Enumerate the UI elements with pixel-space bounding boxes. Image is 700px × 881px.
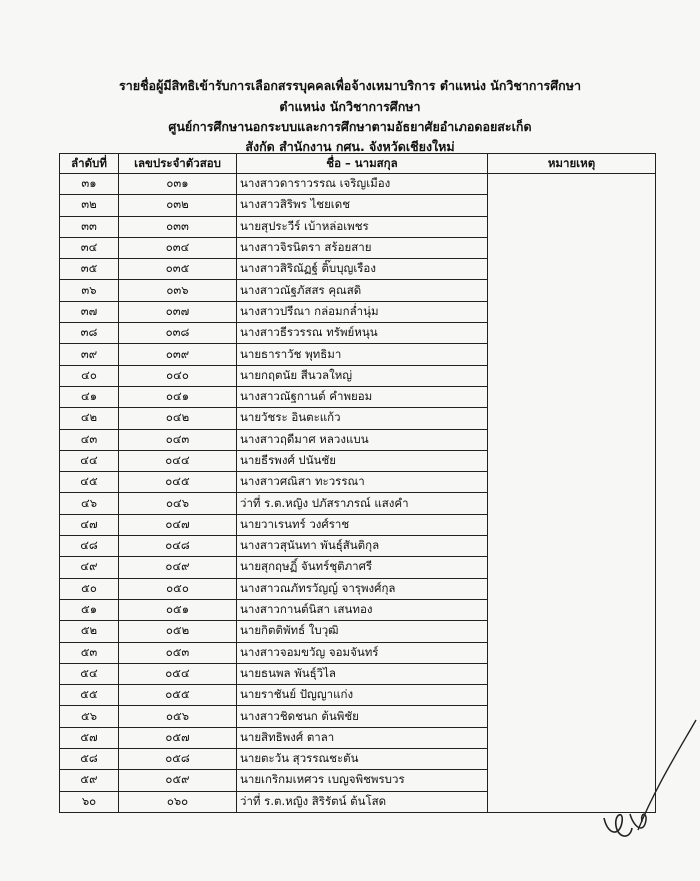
- table-row: [60, 472, 656, 493]
- candidate-name: นางสาวชิดชนก ต้นพิชัย: [237, 706, 488, 727]
- candidate-name: นายกฤตนัย สีนวลใหญ่: [237, 365, 488, 386]
- row-number: ๔๘: [60, 536, 119, 557]
- table-header-row: [60, 154, 656, 174]
- exam-id: ๐๔๐: [119, 365, 237, 386]
- candidate-name: นายสิทธิพงศ์ ตาลา: [237, 727, 488, 748]
- row-number: ๓๓: [60, 216, 119, 237]
- table-row: [60, 216, 656, 237]
- exam-id: ๐๕๗: [119, 727, 237, 748]
- candidate-name: นายวัชระ อินตะแก้ว: [237, 408, 488, 429]
- row-number: ๓๑: [60, 174, 119, 195]
- organization-line: ศูนย์การศึกษานอกระบบและการศึกษาตามอัธยาศัยอำเภอดอยสะเก็ด: [168, 119, 532, 134]
- remark: [488, 472, 656, 493]
- handwritten-signature: [600, 718, 700, 848]
- row-number: ๕๙: [60, 770, 119, 791]
- exam-id: ๐๕๔: [119, 663, 237, 684]
- candidate-name: นายสุกฤษฏิ์ จันทร์ชุติภาศรี: [237, 557, 488, 578]
- exam-id: ๐๔๘: [119, 536, 237, 557]
- table-row: [60, 770, 656, 791]
- table-row: [60, 749, 656, 770]
- candidate-table: [59, 153, 656, 813]
- remark: [488, 280, 656, 301]
- candidate-name: นายธาราวัช พุทธิมา: [237, 344, 488, 365]
- column-header-number: ลำดับที่: [60, 154, 119, 174]
- row-number: ๔๐: [60, 365, 119, 386]
- table-row: [60, 259, 656, 280]
- table-row: [60, 280, 656, 301]
- row-number: ๕๗: [60, 727, 119, 748]
- remark: [488, 493, 656, 514]
- candidate-name: นายวาเรนทร์ วงศ์ราช: [237, 514, 488, 535]
- row-number: ๔๑: [60, 386, 119, 407]
- remark: [488, 663, 656, 684]
- table-row: [60, 237, 656, 258]
- row-number: ๕๑: [60, 599, 119, 620]
- table-row: [60, 536, 656, 557]
- table-row: [60, 685, 656, 706]
- exam-id: ๐๓๒: [119, 195, 237, 216]
- table-row: [60, 301, 656, 322]
- exam-id: ๐๔๓: [119, 429, 237, 450]
- exam-id: ๐๓๗: [119, 301, 237, 322]
- exam-id: ๐๕๙: [119, 770, 237, 791]
- remark: [488, 259, 656, 280]
- candidate-name: นางสาวณภัทรวัญญ์ จารุพงศ์กุล: [237, 578, 488, 599]
- table-row: [60, 578, 656, 599]
- remark: [488, 344, 656, 365]
- exam-id: ๐๔๖: [119, 493, 237, 514]
- table-row: [60, 344, 656, 365]
- candidate-name: นางสาวจอมขวัญ จอมจันทร์: [237, 642, 488, 663]
- candidate-name: นายธนพล พันธุ์วิไล: [237, 663, 488, 684]
- remark: [488, 450, 656, 471]
- row-number: ๔๖: [60, 493, 119, 514]
- candidate-name: นางสาวณัฐภัสสร คุณสดิ: [237, 280, 488, 301]
- table-row: [60, 791, 656, 812]
- candidate-name: นางสาวณัฐกานต์ คำพยอม: [237, 386, 488, 407]
- exam-id: ๐๔๕: [119, 472, 237, 493]
- row-number: ๕๐: [60, 578, 119, 599]
- row-number: ๕๒: [60, 621, 119, 642]
- exam-id: ๐๓๘: [119, 323, 237, 344]
- candidate-name: นางสาวสุนันทา พันธุ์สันติกุล: [237, 536, 488, 557]
- remark: [488, 386, 656, 407]
- row-number: ๓๕: [60, 259, 119, 280]
- row-number: ๔๗: [60, 514, 119, 535]
- exam-id: ๐๕๘: [119, 749, 237, 770]
- exam-id: ๐๔๒: [119, 408, 237, 429]
- exam-id: ๐๕๖: [119, 706, 237, 727]
- remark: [488, 323, 656, 344]
- candidate-name: ว่าที่ ร.ต.หญิง ปภัสราภรณ์ แสงคำ: [237, 493, 488, 514]
- table-row: [60, 450, 656, 471]
- document-title: รายชื่อผู้มีสิทธิเข้ารับการเลือกสรรบุคคลเพื่อจ้างเหมาบริการ ตำแหน่ง นักวิชาการศึกษา: [119, 78, 581, 93]
- remark: [488, 365, 656, 386]
- column-header-exam-id: เลขประจำตัวสอบ: [119, 154, 237, 174]
- remark: [488, 301, 656, 322]
- remark: [488, 216, 656, 237]
- candidate-name: นายตะวัน สุวรรณชะตัน: [237, 749, 488, 770]
- candidate-name: นายเกริกมเหศวร เบญจพิชพรบวร: [237, 770, 488, 791]
- table-row: [60, 514, 656, 535]
- table-row: [60, 429, 656, 450]
- affiliation-line: สังกัด สำนักงาน กศน. จังหวัดเชียงใหม่: [245, 139, 455, 154]
- remark: [488, 429, 656, 450]
- candidate-name: นางสาวศณิสา ทะวรรณา: [237, 472, 488, 493]
- row-number: ๔๒: [60, 408, 119, 429]
- column-header-remark: หมายเหตุ: [488, 154, 656, 174]
- exam-id: ๐๕๒: [119, 621, 237, 642]
- table-body: [60, 174, 656, 813]
- row-number: ๓๗: [60, 301, 119, 322]
- row-number: ๕๓: [60, 642, 119, 663]
- candidate-name: นายราชันย์ ปัญญาแก่ง: [237, 685, 488, 706]
- candidate-name: นางสาวฤดีมาศ หลวงแบน: [237, 429, 488, 450]
- row-number: ๔๔: [60, 450, 119, 471]
- candidate-name: นางสาวจิรนิตรา สร้อยสาย: [237, 237, 488, 258]
- row-number: ๔๙: [60, 557, 119, 578]
- exam-id: ๐๓๖: [119, 280, 237, 301]
- table-row: [60, 174, 656, 195]
- remark: [488, 195, 656, 216]
- table-row: [60, 663, 656, 684]
- exam-id: ๐๓๕: [119, 259, 237, 280]
- column-header-name: ชื่อ – นามสกุล: [237, 154, 488, 174]
- exam-id: ๐๕๐: [119, 578, 237, 599]
- exam-id: ๐๖๐: [119, 791, 237, 812]
- exam-id: ๐๔๔: [119, 450, 237, 471]
- candidate-name: นางสาวปรีณา กล่อมกล่ำนุ่ม: [237, 301, 488, 322]
- table-row: [60, 727, 656, 748]
- candidate-name: นายธีรพงศ์ ปนันชัย: [237, 450, 488, 471]
- table-row: [60, 621, 656, 642]
- row-number: ๓๘: [60, 323, 119, 344]
- exam-id: ๐๓๔: [119, 237, 237, 258]
- table-row: [60, 195, 656, 216]
- candidate-name: นางสาวสิริพร ไชยเดช: [237, 195, 488, 216]
- remark: [488, 599, 656, 620]
- candidate-name: ว่าที่ ร.ต.หญิง สิริรัตน์ ต้นโสด: [237, 791, 488, 812]
- remark: [488, 536, 656, 557]
- exam-id: ๐๕๕: [119, 685, 237, 706]
- remark: [488, 642, 656, 663]
- remark: [488, 685, 656, 706]
- candidate-name: นางสาวธีรวรรณ ทรัพย์หนุน: [237, 323, 488, 344]
- remark: [488, 174, 656, 195]
- table-row: [60, 706, 656, 727]
- row-number: ๕๕: [60, 685, 119, 706]
- row-number: ๕๘: [60, 749, 119, 770]
- remark: [488, 514, 656, 535]
- exam-id: ๐๔๙: [119, 557, 237, 578]
- table-row: [60, 599, 656, 620]
- table-row: [60, 493, 656, 514]
- exam-id: ๐๔๑: [119, 386, 237, 407]
- candidate-name: นายสุประวีร์ เบ้าหล่อเพชร: [237, 216, 488, 237]
- table-row: [60, 323, 656, 344]
- row-number: ๕๔: [60, 663, 119, 684]
- row-number: ๖๐: [60, 791, 119, 812]
- table-row: [60, 408, 656, 429]
- candidate-name: นางสาวดาราวรรณ เจริญเมือง: [237, 174, 488, 195]
- row-number: ๓๙: [60, 344, 119, 365]
- table-row: [60, 365, 656, 386]
- exam-id: ๐๓๑: [119, 174, 237, 195]
- row-number: ๔๕: [60, 472, 119, 493]
- table-row: [60, 557, 656, 578]
- remark: [488, 578, 656, 599]
- remark: [488, 237, 656, 258]
- row-number: ๓๖: [60, 280, 119, 301]
- candidate-name: นายกิตติพัทธ์ ใบวุฒิ: [237, 621, 488, 642]
- exam-id: ๐๕๑: [119, 599, 237, 620]
- exam-id: ๐๕๓: [119, 642, 237, 663]
- exam-id: ๐๓๓: [119, 216, 237, 237]
- remark: [488, 408, 656, 429]
- position-line: ตำแหน่ง นักวิชาการศึกษา: [279, 99, 421, 114]
- table-row: [60, 386, 656, 407]
- exam-id: ๐๓๙: [119, 344, 237, 365]
- row-number: ๔๓: [60, 429, 119, 450]
- remark: [488, 557, 656, 578]
- remark: [488, 621, 656, 642]
- row-number: ๕๖: [60, 706, 119, 727]
- table-row: [60, 642, 656, 663]
- exam-id: ๐๔๗: [119, 514, 237, 535]
- candidate-name: นางสาวสิริณัฏฐ์ ติ๊บบุญเรือง: [237, 259, 488, 280]
- candidate-name: นางสาวกานต์นิสา เสนทอง: [237, 599, 488, 620]
- row-number: ๓๔: [60, 237, 119, 258]
- row-number: ๓๒: [60, 195, 119, 216]
